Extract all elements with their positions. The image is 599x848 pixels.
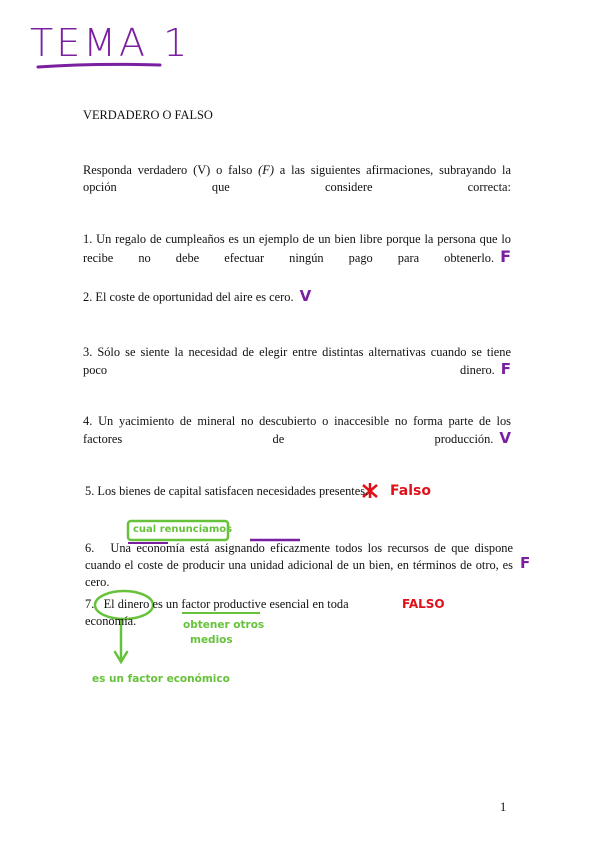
question-6: 6. Una economía está asignando eficazmente todos los recursos de que dispone cuando el coste de producir una unidad adicional de un bien, en términos de otro, es cero. [85, 541, 514, 589]
answer-mark-4: V [499, 429, 511, 447]
q7-note-right-1: obtener otros [183, 619, 265, 631]
question-2: 2. El coste de oportunidad del aire es cero. V [83, 287, 312, 305]
answer-mark-7: FALSO [402, 597, 445, 611]
section-heading: VERDADERO O FALSO [83, 108, 213, 122]
q6-note: cual renunciamos [133, 524, 233, 535]
q7-note-below: es un factor económico [92, 673, 230, 685]
question-3: 3. Sólo se siente la necesidad de elegir entre distintas alternativas cuando se tiene poco dinero. F [83, 345, 511, 378]
answer-mark-5: Falso [390, 483, 431, 499]
answer-mark-2: V [299, 287, 312, 305]
answer-mark-3: F [500, 360, 511, 378]
question-5: 5. Los bienes de capital satisfacen necesidades presentes. [85, 484, 369, 498]
handwritten-title: TEMA 1 [30, 21, 191, 65]
instructions: Responda verdadero (V) o falso (F) a las siguientes afirmaciones, subrayando la opción que considere correcta: [83, 163, 511, 194]
question-7: 7. El dinero es un factor productive esencial en toda economía. [85, 597, 349, 628]
question-1: 1. Un regalo de cumpleaños es un ejemplo de un bien libre porque la persona que lo recibe no debe efectuar ningún pago para obtenerlo. F [83, 232, 511, 266]
page-number: 1 [500, 800, 507, 814]
question-4: 4. Un yacimiento de mineral no descubierto o inaccesible no forma parte de los factores de producción. V [83, 414, 511, 447]
answer-mark-1: F [500, 247, 511, 266]
q7-note-right-2: medios [190, 634, 233, 646]
answer-mark-6: F [520, 554, 531, 572]
